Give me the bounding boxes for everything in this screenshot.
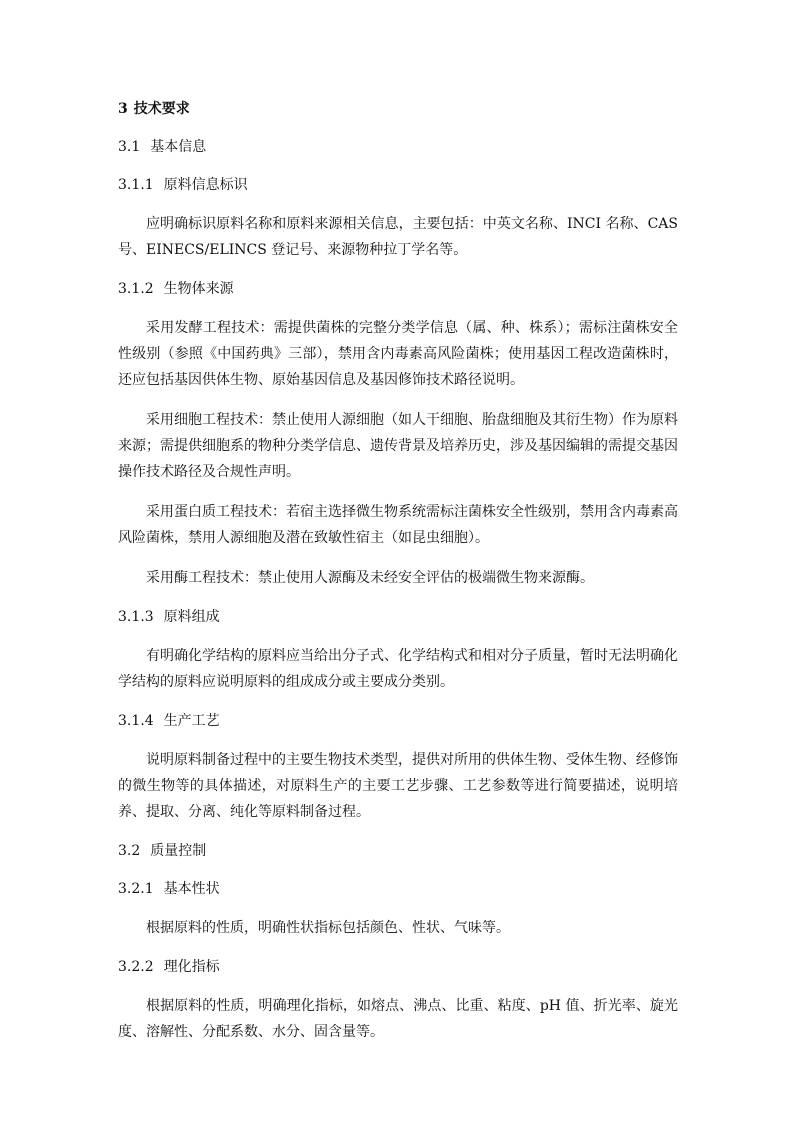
document-page [118,97,678,1045]
paragraph: 采用蛋白质工程技术：若宿主选择微生物系统需标注菌株安全性级别，禁用含内毒素高风险菌株，禁用人源细胞及潜在致敏性宿主（如昆虫细胞）。 [118,504,678,546]
section-heading-3-1-4: 3.1.4 生产工艺 [118,713,220,729]
paragraph: 说明原料制备过程中的主要生物技术类型，提供对所用的供体生物、受体生物、经修饰的微生物等的具体描述，对原料生产的主要工艺步骤、工艺参数等进行简要描述，说明培养、提取、分离、纯化等原料制备过程。 [118,752,678,820]
paragraph: 采用酶工程技术：禁止使用人源酶及未经安全评估的极端微生物来源酶。 [146,570,594,586]
paragraph: 应明确标识原料名称和原料来源相关信息，主要包括：中英文名称、INCI 名称、CAS 号、EINECS/ELINCS 登记号、来源物种拉丁学名等。 [118,216,678,258]
paragraph: 根据原料的性质，明确理化指标，如熔点、沸点、比重、粘度、pH 值、折光率、旋光度、溶解性、分配系数、水分、固含量等。 [118,998,678,1040]
section-heading-3-1-2: 3.1.2 生物体来源 [118,281,234,297]
section-heading-3-2: 3.2 质量控制 [118,843,207,859]
section-heading-3: 3 技术要求 [118,101,190,117]
section-heading-3-1-3: 3.1.3 原料组成 [118,609,220,625]
section-heading-3-1: 3.1 基本信息 [118,139,207,155]
section-heading-3-1-1: 3.1.1 原料信息标识 [118,177,248,193]
paragraph: 采用发酵工程技术：需提供菌株的完整分类学信息（属、种、株系）；需标注菌株安全性级别（参照《中国药典》三部），禁用含内毒素高风险菌株；使用基因工程改造菌株时，还应包括基因供体生物、原始基因信息及基因修饰技术路径说明。 [118,320,678,388]
section-heading-3-2-2: 3.2.2 理化指标 [118,959,220,975]
paragraph: 根据原料的性质，明确性状指标包括颜色、性状、气味等。 [146,920,510,936]
paragraph: 采用细胞工程技术：禁止使用人源细胞（如人干细胞、胎盘细胞及其衍生物）作为原料来源；需提供细胞系的物种分类学信息、遗传背景及培养历史，涉及基因编辑的需提交基因操作技术路径及合规性声明。 [118,412,678,480]
section-heading-3-2-1: 3.2.1 基本性状 [118,881,220,897]
paragraph: 有明确化学结构的原料应当给出分子式、化学结构式和相对分子质量，暂时无法明确化学结构的原料应说明原料的组成成分或主要成分类别。 [118,648,678,690]
